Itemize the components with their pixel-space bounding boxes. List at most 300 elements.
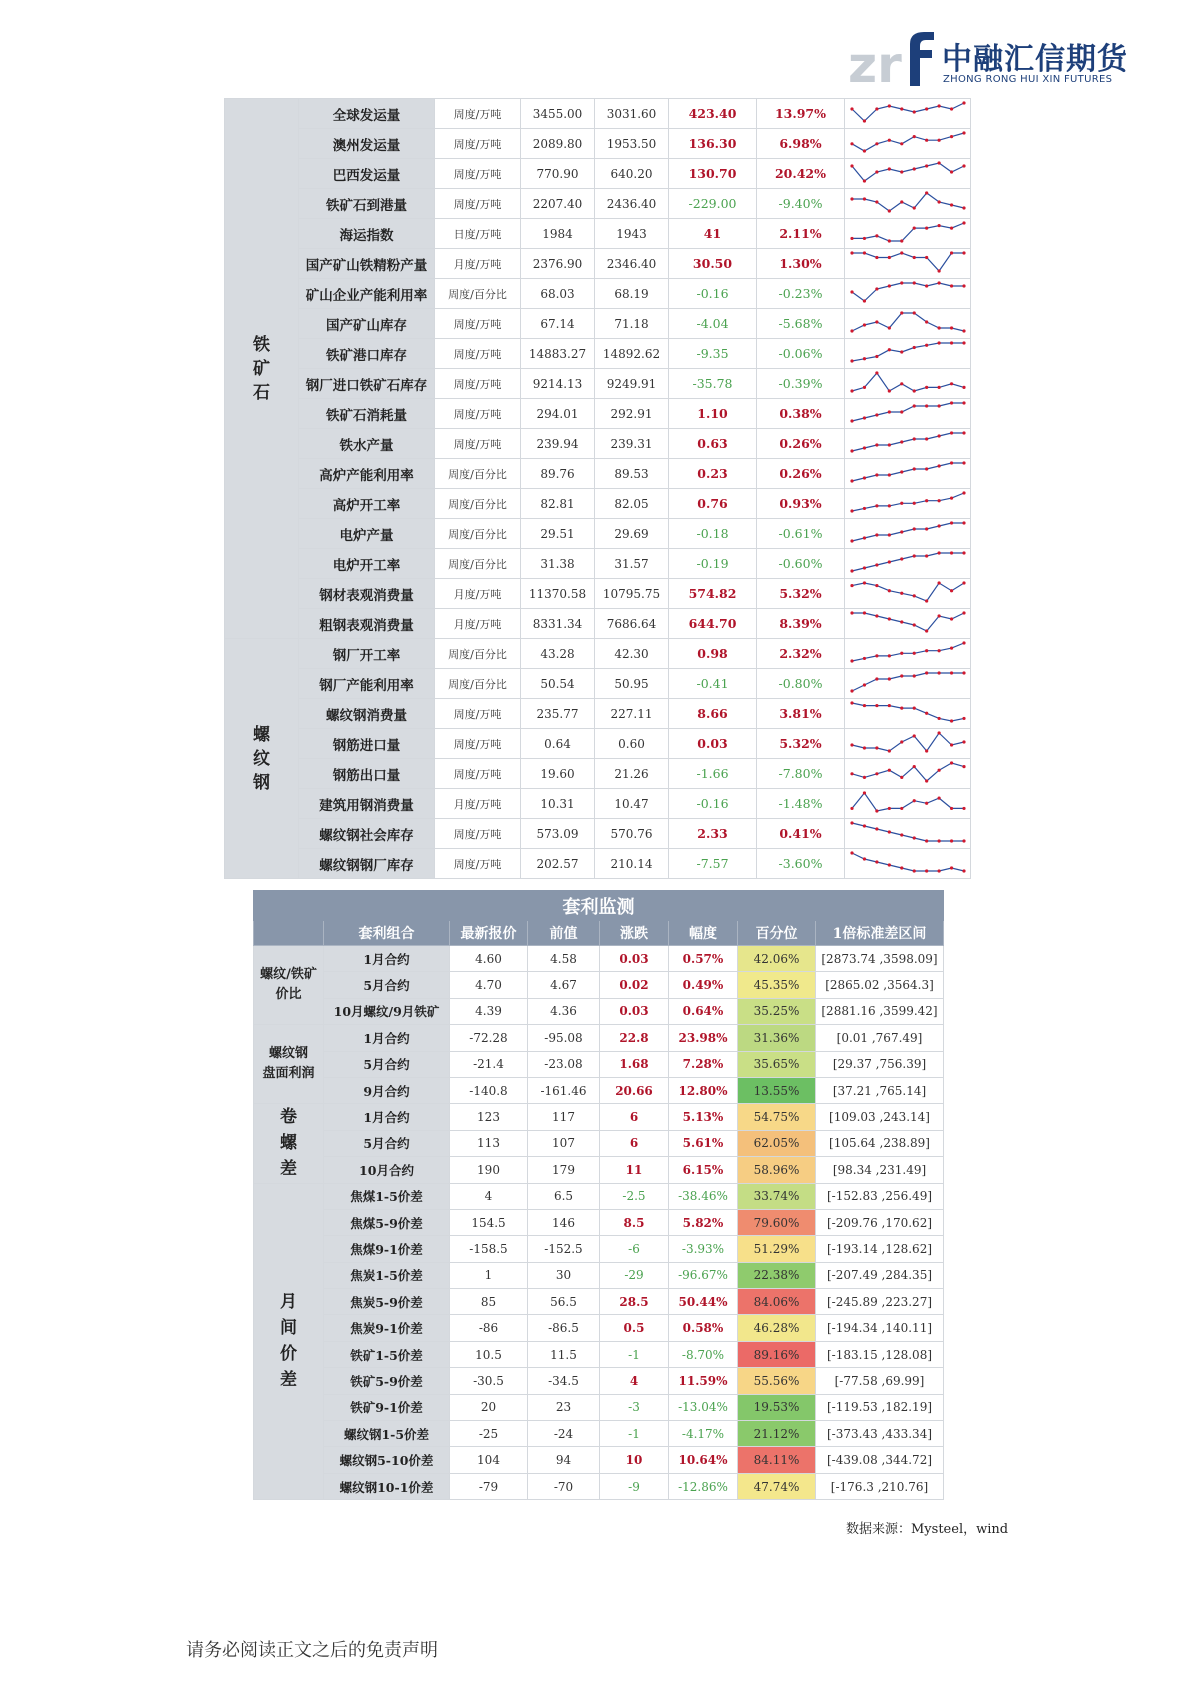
indicator-prev: 71.18 bbox=[595, 309, 669, 339]
arbitrage-percentile: 55.56% bbox=[738, 1368, 816, 1394]
sparkline-point bbox=[862, 657, 865, 660]
indicator-sparkline bbox=[845, 669, 971, 699]
sparkline-chart bbox=[846, 189, 970, 215]
indicator-name: 高炉开工率 bbox=[299, 489, 435, 519]
arbitrage-percentile: 58.96% bbox=[738, 1157, 816, 1183]
sparkline-point bbox=[875, 443, 878, 446]
indicator-prev: 570.76 bbox=[595, 819, 669, 849]
sparkline-point bbox=[925, 779, 928, 782]
arbitrage-row bbox=[254, 946, 944, 972]
indicator-latest: 2376.90 bbox=[521, 249, 595, 279]
arbitrage-combo: 铁矿5-9价差 bbox=[324, 1368, 450, 1394]
arbitrage-pct: 10.64% bbox=[669, 1447, 738, 1473]
sparkline-point bbox=[875, 170, 878, 173]
indicator-unit: 周度/万吨 bbox=[435, 309, 521, 339]
sparkline-point bbox=[887, 389, 890, 392]
arbitrage-prev: 11.5 bbox=[528, 1341, 600, 1367]
indicator-change: -9.35 bbox=[669, 339, 757, 369]
indicator-row bbox=[225, 609, 971, 639]
arbitrage-change: -29 bbox=[600, 1262, 669, 1288]
sparkline-point bbox=[949, 671, 952, 674]
sparkline-point bbox=[937, 671, 940, 674]
arbitrage-latest: -21.4 bbox=[450, 1051, 528, 1077]
indicator-change: -0.18 bbox=[669, 519, 757, 549]
sparkline-point bbox=[875, 614, 878, 617]
sparkline-point bbox=[937, 614, 940, 617]
indicator-table bbox=[224, 98, 971, 879]
sparkline-point bbox=[900, 251, 903, 254]
sparkline-point bbox=[862, 581, 865, 584]
logo-english-name: ZHONG RONG HUI XIN FUTURES bbox=[943, 74, 1113, 85]
arbitrage-pct: 0.58% bbox=[669, 1315, 738, 1341]
sparkline-point bbox=[949, 170, 952, 173]
arbitrage-prev: 107 bbox=[528, 1130, 600, 1156]
arbitrage-combo: 10月螺纹/9月铁矿 bbox=[324, 998, 450, 1024]
sparkline-point bbox=[962, 717, 965, 720]
sparkline-point bbox=[962, 251, 965, 254]
sparkline-line bbox=[852, 433, 964, 451]
sparkline-chart bbox=[846, 249, 970, 275]
indicator-unit: 周度/万吨 bbox=[435, 699, 521, 729]
arbitrage-combo: 焦炭9-1价差 bbox=[324, 1315, 450, 1341]
arbitrage-prev: 56.5 bbox=[528, 1289, 600, 1315]
indicator-sparkline bbox=[845, 429, 971, 459]
indicator-prev: 10795.75 bbox=[595, 579, 669, 609]
arbitrage-change: 6 bbox=[600, 1130, 669, 1156]
sparkline-point bbox=[900, 382, 903, 385]
indicator-prev: 292.91 bbox=[595, 399, 669, 429]
arbitrage-combo: 5月合约 bbox=[324, 1051, 450, 1077]
arbitrage-percentile: 84.06% bbox=[738, 1289, 816, 1315]
indicator-unit: 周度/百分比 bbox=[435, 279, 521, 309]
indicator-prev: 1953.50 bbox=[595, 129, 669, 159]
sparkline-chart bbox=[846, 429, 970, 455]
svg-text:zr: zr bbox=[848, 36, 902, 88]
sparkline-point bbox=[937, 649, 940, 652]
indicator-prev: 89.53 bbox=[595, 459, 669, 489]
sparkline-chart bbox=[846, 279, 970, 305]
arbitrage-row bbox=[254, 1183, 944, 1209]
arbitrage-std-band: [98.34 ,231.49] bbox=[816, 1157, 944, 1183]
sparkline-line bbox=[852, 193, 964, 211]
sparkline-point bbox=[962, 401, 965, 404]
arbitrage-std-band: [-439.08 ,344.72] bbox=[816, 1447, 944, 1473]
indicator-name: 铁水产量 bbox=[299, 429, 435, 459]
arbitrage-title: 套利监测 bbox=[254, 891, 944, 921]
arbitrage-std-band: [-193.14 ,128.62] bbox=[816, 1236, 944, 1262]
arbitrage-std-band: [29.37 ,756.39] bbox=[816, 1051, 944, 1077]
indicator-pct: 2.11% bbox=[757, 219, 845, 249]
sparkline-point bbox=[850, 290, 853, 293]
sparkline-point bbox=[887, 704, 890, 707]
sparkline-point bbox=[875, 234, 878, 237]
sparkline-point bbox=[862, 299, 865, 302]
indicator-name: 钢厂开工率 bbox=[299, 639, 435, 669]
arbitrage-percentile: 21.12% bbox=[738, 1421, 816, 1447]
sparkline-line bbox=[852, 133, 964, 151]
sparkline-point bbox=[850, 569, 853, 572]
group-name-text: 卷 螺 差 bbox=[280, 1107, 297, 1180]
sparkline-point bbox=[962, 611, 965, 614]
sparkline-point bbox=[900, 107, 903, 110]
arbitrage-combo: 1月合约 bbox=[324, 946, 450, 972]
sparkline-point bbox=[925, 671, 928, 674]
indicator-sparkline bbox=[845, 819, 971, 849]
sparkline-point bbox=[912, 167, 915, 170]
arbitrage-percentile: 33.74% bbox=[738, 1183, 816, 1209]
sparkline-point bbox=[912, 799, 915, 802]
indicator-sparkline bbox=[845, 219, 971, 249]
sparkline-point bbox=[925, 164, 928, 167]
sparkline-point bbox=[850, 197, 853, 200]
indicator-row bbox=[225, 399, 971, 429]
header-change: 涨跌 bbox=[600, 921, 669, 946]
sparkline-point bbox=[875, 533, 878, 536]
sparkline-point bbox=[875, 355, 878, 358]
indicator-sparkline bbox=[845, 579, 971, 609]
sparkline-point bbox=[925, 386, 928, 389]
sparkline-point bbox=[962, 551, 965, 554]
indicator-pct: 0.38% bbox=[757, 399, 845, 429]
sparkline-point bbox=[937, 869, 940, 872]
sparkline-point bbox=[962, 807, 965, 810]
sparkline-point bbox=[875, 772, 878, 775]
arbitrage-group-label bbox=[254, 1025, 324, 1104]
sparkline-point bbox=[949, 866, 952, 869]
indicator-sparkline bbox=[845, 99, 971, 129]
sparkline-point bbox=[900, 142, 903, 145]
arbitrage-std-band: [109.03 ,243.14] bbox=[816, 1104, 944, 1130]
sparkline-point bbox=[900, 652, 903, 655]
sparkline-point bbox=[887, 504, 890, 507]
arbitrage-latest: 4.39 bbox=[450, 998, 528, 1024]
arbitrage-row bbox=[254, 1157, 944, 1183]
arbitrage-latest: -86 bbox=[450, 1315, 528, 1341]
sparkline-point bbox=[949, 401, 952, 404]
indicator-latest: 770.90 bbox=[521, 159, 595, 189]
indicator-unit: 周度/百分比 bbox=[435, 519, 521, 549]
sparkline-point bbox=[887, 654, 890, 657]
indicator-latest: 202.57 bbox=[521, 849, 595, 879]
indicator-sparkline bbox=[845, 639, 971, 669]
indicator-pct: 5.32% bbox=[757, 729, 845, 759]
sparkline-point bbox=[912, 527, 915, 530]
indicator-name: 巴西发运量 bbox=[299, 159, 435, 189]
indicator-change: 0.03 bbox=[669, 729, 757, 759]
indicator-sparkline bbox=[845, 729, 971, 759]
sparkline-point bbox=[900, 776, 903, 779]
sparkline-line bbox=[852, 253, 964, 271]
sparkline-point bbox=[925, 802, 928, 805]
sparkline-point bbox=[850, 419, 853, 422]
sparkline-point bbox=[949, 551, 952, 554]
sparkline-point bbox=[887, 326, 890, 329]
indicator-row bbox=[225, 189, 971, 219]
arbitrage-pct: 0.64% bbox=[669, 998, 738, 1024]
sparkline-point bbox=[949, 382, 952, 385]
arbitrage-pct: -38.46% bbox=[669, 1183, 738, 1209]
indicator-sparkline bbox=[845, 129, 971, 159]
arbitrage-percentile: 89.16% bbox=[738, 1341, 816, 1367]
indicator-row bbox=[225, 369, 971, 399]
sparkline-point bbox=[949, 719, 952, 722]
arbitrage-std-band: [-152.83 ,256.49] bbox=[816, 1183, 944, 1209]
sparkline-point bbox=[949, 521, 952, 524]
indicator-latest: 68.03 bbox=[521, 279, 595, 309]
sparkline-point bbox=[912, 707, 915, 710]
indicator-row bbox=[225, 519, 971, 549]
arbitrage-percentile: 42.06% bbox=[738, 946, 816, 972]
indicator-unit: 周度/万吨 bbox=[435, 129, 521, 159]
indicator-change: -35.78 bbox=[669, 369, 757, 399]
sparkline-point bbox=[949, 326, 952, 329]
sparkline-chart bbox=[846, 759, 970, 785]
arbitrage-row bbox=[254, 972, 944, 998]
arbitrage-prev: 4.58 bbox=[528, 946, 600, 972]
sparkline-point bbox=[900, 807, 903, 810]
arbitrage-prev: 30 bbox=[528, 1262, 600, 1288]
arbitrage-std-band: [-373.43 ,433.34] bbox=[816, 1421, 944, 1447]
indicator-latest: 294.01 bbox=[521, 399, 595, 429]
sparkline-point bbox=[875, 584, 878, 587]
sparkline-point bbox=[937, 341, 940, 344]
arbitrage-combo: 螺纹钢1-5价差 bbox=[324, 1421, 450, 1447]
indicator-unit: 周度/百分比 bbox=[435, 669, 521, 699]
arbitrage-combo: 铁矿9-1价差 bbox=[324, 1394, 450, 1420]
sparkline-point bbox=[862, 237, 865, 240]
sparkline-line bbox=[852, 463, 964, 481]
indicator-latest: 43.28 bbox=[521, 639, 595, 669]
sparkline-point bbox=[962, 329, 965, 332]
indicator-sparkline bbox=[845, 159, 971, 189]
indicator-change: 644.70 bbox=[669, 609, 757, 639]
sparkline-point bbox=[937, 269, 940, 272]
indicator-row bbox=[225, 99, 971, 129]
arbitrage-combo: 9月合约 bbox=[324, 1077, 450, 1103]
sparkline-chart bbox=[846, 339, 970, 365]
sparkline-point bbox=[912, 256, 915, 259]
indicator-group-label bbox=[225, 639, 299, 879]
indicator-name: 全球发运量 bbox=[299, 99, 435, 129]
sparkline-point bbox=[850, 237, 853, 240]
indicator-change: 574.82 bbox=[669, 579, 757, 609]
arbitrage-change: 22.8 bbox=[600, 1025, 669, 1051]
sparkline-point bbox=[900, 311, 903, 314]
indicator-change: 423.40 bbox=[669, 99, 757, 129]
arbitrage-prev: -152.5 bbox=[528, 1236, 600, 1262]
sparkline-point bbox=[949, 107, 952, 110]
sparkline-line bbox=[852, 853, 964, 871]
indicator-pct: 6.98% bbox=[757, 129, 845, 159]
indicator-pct: -0.23% bbox=[757, 279, 845, 309]
sparkline-point bbox=[925, 467, 928, 470]
arbitrage-row bbox=[254, 1236, 944, 1262]
sparkline-chart bbox=[846, 819, 970, 845]
sparkline-point bbox=[862, 857, 865, 860]
indicator-change: 1.10 bbox=[669, 399, 757, 429]
sparkline-point bbox=[937, 281, 940, 284]
arbitrage-std-band: [-119.53 ,182.19] bbox=[816, 1394, 944, 1420]
arbitrage-change: -6 bbox=[600, 1236, 669, 1262]
indicator-unit: 月度/万吨 bbox=[435, 249, 521, 279]
indicator-name: 电炉产量 bbox=[299, 519, 435, 549]
arbitrage-latest: 20 bbox=[450, 1394, 528, 1420]
indicator-pct: -7.80% bbox=[757, 759, 845, 789]
sparkline-point bbox=[875, 677, 878, 680]
arbitrage-prev: 6.5 bbox=[528, 1183, 600, 1209]
sparkline-point bbox=[862, 197, 865, 200]
sparkline-point bbox=[862, 386, 865, 389]
arbitrage-prev: -86.5 bbox=[528, 1315, 600, 1341]
indicator-unit: 日度/万吨 bbox=[435, 219, 521, 249]
indicator-pct: 0.26% bbox=[757, 429, 845, 459]
indicator-sparkline bbox=[845, 849, 971, 879]
disclaimer-text: 请务必阅读正文之后的免责声明 bbox=[186, 1640, 438, 1661]
indicator-row bbox=[225, 819, 971, 849]
sparkline-point bbox=[850, 743, 853, 746]
indicator-sparkline bbox=[845, 459, 971, 489]
indicator-pct: -0.39% bbox=[757, 369, 845, 399]
indicator-latest: 82.81 bbox=[521, 489, 595, 519]
indicator-name: 钢厂进口铁矿石库存 bbox=[299, 369, 435, 399]
arbitrage-std-band: [2881.16 ,3599.42] bbox=[816, 998, 944, 1024]
indicator-name: 矿山企业产能利用率 bbox=[299, 279, 435, 309]
sparkline-line bbox=[852, 373, 964, 391]
arbitrage-group-label bbox=[254, 1104, 324, 1183]
sparkline-point bbox=[949, 431, 952, 434]
indicator-change: 0.98 bbox=[669, 639, 757, 669]
indicator-latest: 0.64 bbox=[521, 729, 595, 759]
arbitrage-pct: -13.04% bbox=[669, 1394, 738, 1420]
indicator-name: 螺纹钢钢厂库存 bbox=[299, 849, 435, 879]
arbitrage-row bbox=[254, 1341, 944, 1367]
arbitrage-prev: 117 bbox=[528, 1104, 600, 1130]
indicator-change: 0.63 bbox=[669, 429, 757, 459]
arbitrage-pct: 0.57% bbox=[669, 946, 738, 972]
indicator-sparkline bbox=[845, 369, 971, 399]
indicator-pct: 13.97% bbox=[757, 99, 845, 129]
sparkline-point bbox=[912, 765, 915, 768]
arbitrage-prev: 4.36 bbox=[528, 998, 600, 1024]
sparkline-point bbox=[900, 281, 903, 284]
indicator-unit: 月度/万吨 bbox=[435, 609, 521, 639]
indicator-latest: 50.54 bbox=[521, 669, 595, 699]
indicator-pct: -0.60% bbox=[757, 549, 845, 579]
indicator-pct: -3.60% bbox=[757, 849, 845, 879]
sparkline-point bbox=[949, 743, 952, 746]
arbitrage-combo: 螺纹钢10-1价差 bbox=[324, 1473, 450, 1499]
arbitrage-row bbox=[254, 1447, 944, 1473]
indicator-row bbox=[225, 309, 971, 339]
sparkline-point bbox=[862, 476, 865, 479]
sparkline-point bbox=[949, 807, 952, 810]
indicator-latest: 31.38 bbox=[521, 549, 595, 579]
sparkline-line bbox=[852, 763, 964, 781]
indicator-sparkline bbox=[845, 399, 971, 429]
indicator-unit: 周度/万吨 bbox=[435, 429, 521, 459]
sparkline-point bbox=[887, 410, 890, 413]
arbitrage-latest: -72.28 bbox=[450, 1025, 528, 1051]
indicator-name: 电炉开工率 bbox=[299, 549, 435, 579]
sparkline-point bbox=[862, 776, 865, 779]
sparkline-point bbox=[962, 341, 965, 344]
sparkline-point bbox=[912, 281, 915, 284]
sparkline-point bbox=[925, 629, 928, 632]
indicator-latest: 2089.80 bbox=[521, 129, 595, 159]
arbitrage-std-band: [37.21 ,765.14] bbox=[816, 1077, 944, 1103]
sparkline-chart bbox=[846, 639, 970, 665]
indicator-name: 铁矿港口库存 bbox=[299, 339, 435, 369]
sparkline-point bbox=[862, 746, 865, 749]
sparkline-point bbox=[875, 320, 878, 323]
sparkline-line bbox=[852, 793, 964, 811]
sparkline-point bbox=[949, 839, 952, 842]
indicator-name: 高炉产能利用率 bbox=[299, 459, 435, 489]
arbitrage-change: -1 bbox=[600, 1421, 669, 1447]
sparkline-point bbox=[937, 551, 940, 554]
sparkline-point bbox=[962, 740, 965, 743]
arbitrage-std-band: [-194.34 ,140.11] bbox=[816, 1315, 944, 1341]
indicator-name: 螺纹钢消费量 bbox=[299, 699, 435, 729]
arbitrage-percentile: 31.36% bbox=[738, 1025, 816, 1051]
arbitrage-percentile: 22.38% bbox=[738, 1262, 816, 1288]
sparkline-point bbox=[925, 437, 928, 440]
indicator-pct: -1.48% bbox=[757, 789, 845, 819]
indicator-group-label bbox=[225, 99, 299, 639]
indicator-prev: 9249.91 bbox=[595, 369, 669, 399]
sparkline-point bbox=[862, 566, 865, 569]
indicator-latest: 9214.13 bbox=[521, 369, 595, 399]
sparkline-point bbox=[862, 507, 865, 510]
sparkline-point bbox=[887, 348, 890, 351]
sparkline-point bbox=[912, 227, 915, 230]
indicator-unit: 月度/万吨 bbox=[435, 579, 521, 609]
indicator-pct: -0.80% bbox=[757, 669, 845, 699]
indicator-pct: 1.30% bbox=[757, 249, 845, 279]
arbitrage-latest: 10.5 bbox=[450, 1341, 528, 1367]
sparkline-point bbox=[900, 440, 903, 443]
sparkline-point bbox=[862, 446, 865, 449]
arbitrage-percentile: 84.11% bbox=[738, 1447, 816, 1473]
arbitrage-percentile: 79.60% bbox=[738, 1209, 816, 1235]
sparkline-point bbox=[925, 869, 928, 872]
arbitrage-row bbox=[254, 1473, 944, 1499]
sparkline-point bbox=[925, 527, 928, 530]
sparkline-point bbox=[912, 836, 915, 839]
sparkline-point bbox=[912, 652, 915, 655]
sparkline-chart bbox=[846, 369, 970, 395]
sparkline-point bbox=[887, 284, 890, 287]
sparkline-point bbox=[937, 499, 940, 502]
arbitrage-prev: -24 bbox=[528, 1421, 600, 1447]
arbitrage-prev: -23.08 bbox=[528, 1051, 600, 1077]
indicator-row bbox=[225, 849, 971, 879]
indicator-change: -7.57 bbox=[669, 849, 757, 879]
sparkline-point bbox=[887, 769, 890, 772]
sparkline-point bbox=[900, 410, 903, 413]
sparkline-point bbox=[925, 139, 928, 142]
sparkline-point bbox=[875, 809, 878, 812]
sparkline-point bbox=[912, 869, 915, 872]
sparkline-point bbox=[875, 200, 878, 203]
arbitrage-pct: 12.80% bbox=[669, 1077, 738, 1103]
sparkline-point bbox=[862, 611, 865, 614]
indicator-unit: 周度/万吨 bbox=[435, 849, 521, 879]
sparkline-point bbox=[937, 434, 940, 437]
sparkline-point bbox=[937, 161, 940, 164]
indicator-name: 螺纹钢社会库存 bbox=[299, 819, 435, 849]
sparkline-point bbox=[937, 717, 940, 720]
